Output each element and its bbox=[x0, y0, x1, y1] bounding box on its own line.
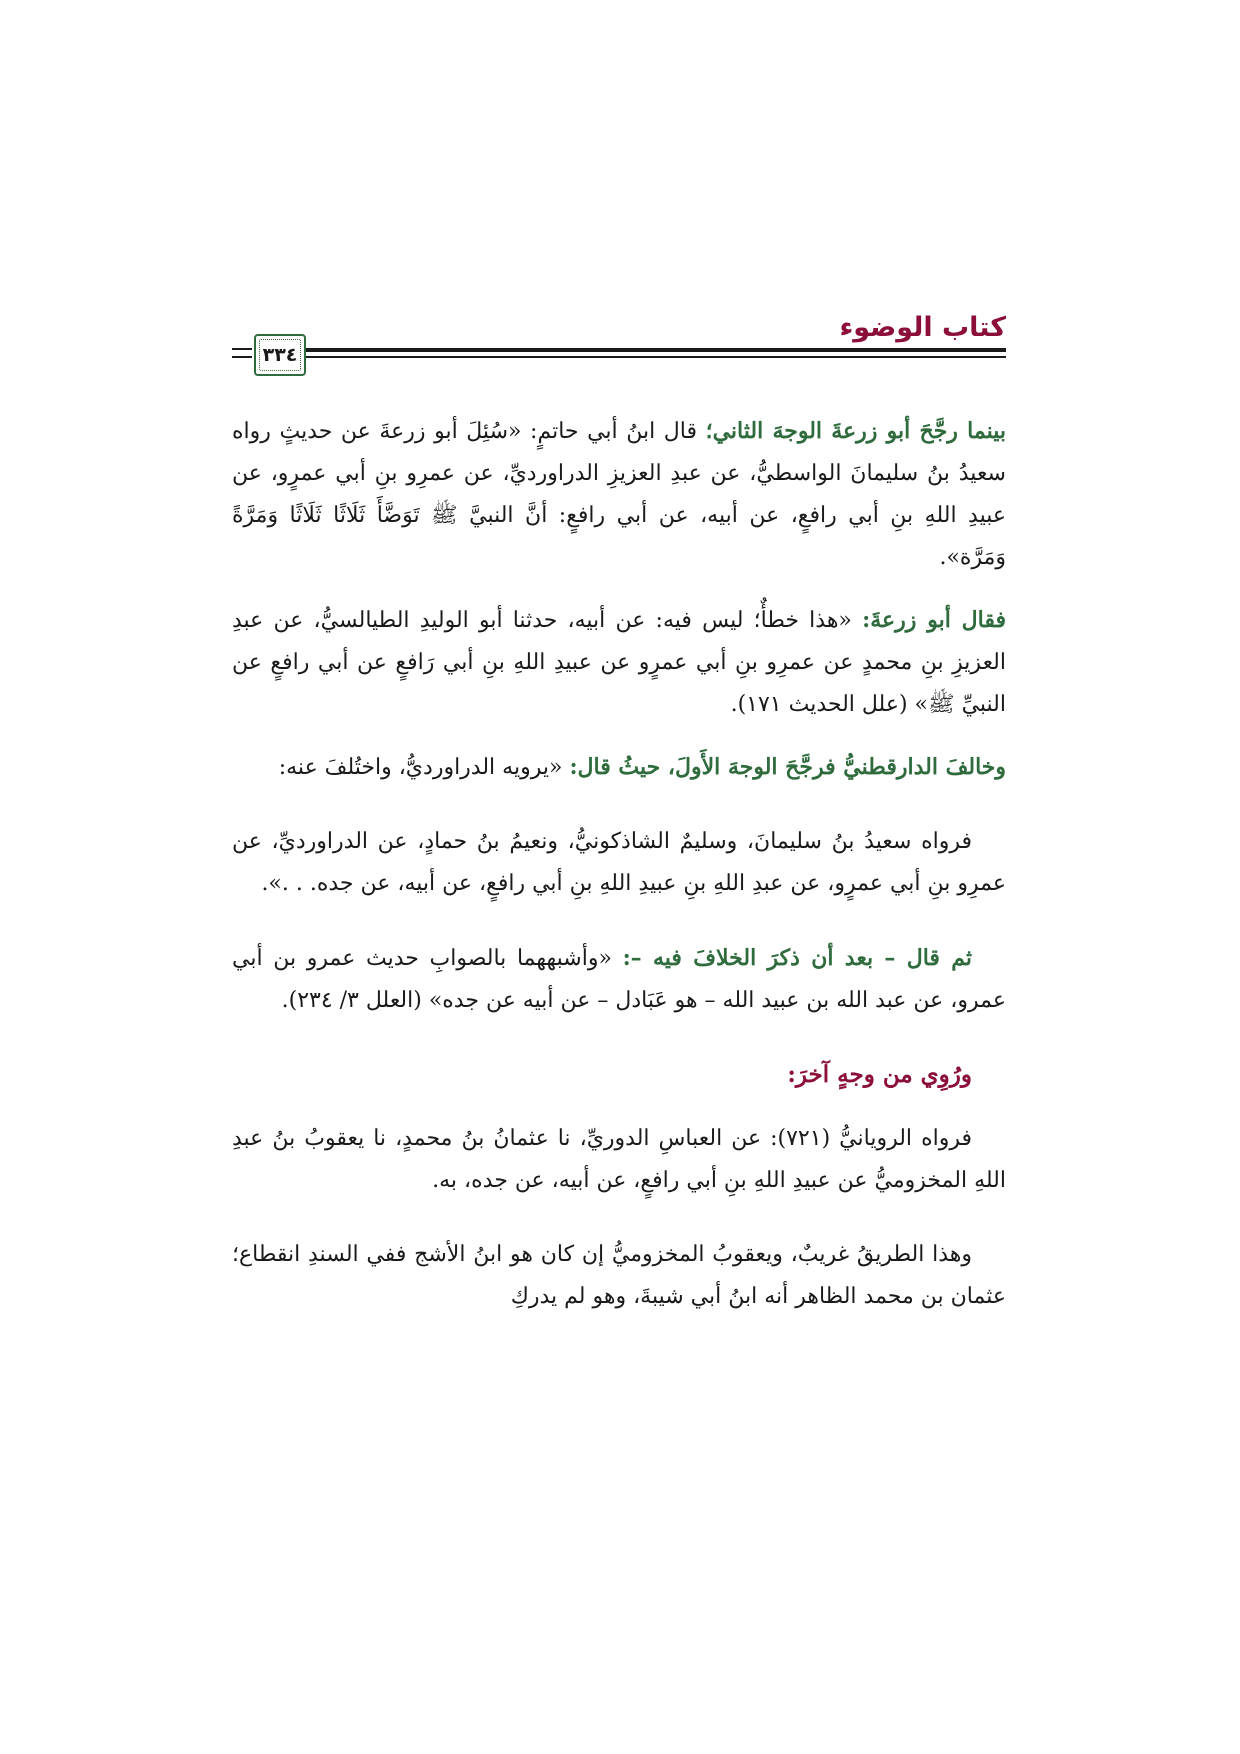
paragraph-7 bbox=[232, 1234, 1006, 1318]
paragraph-1 bbox=[232, 410, 1006, 579]
page-header bbox=[232, 312, 1006, 384]
paragraph-3-lead: وخالفَ الدارقطنيُّ فرجَّحَ الوجهَ الأَولَ، حيثُ قال: bbox=[569, 754, 1006, 780]
paragraph-2 bbox=[232, 599, 1006, 726]
paragraph-5-lead: ثم قال – بعد أن ذكرَ الخلافَ فيه –: bbox=[622, 945, 972, 971]
paragraph-1-lead: بينما رجَّحَ أبو زرعةَ الوجهَ الثاني؛ bbox=[705, 418, 1006, 444]
header-rule-left-bottom bbox=[232, 356, 252, 358]
paragraph-1-text: قال ابنُ أبي حاتمٍ: «سُئِلَ أبو زرعةَ عن حديثٍ رواه سعيدُ بنُ سليمانَ الواسطيُّ، عن عبدِ العزيزِ الدراورديِّ، عن عمرِو بنِ أبي عمرٍو، عن عبيدِ اللهِ بنِ أبي رافعٍ، عن أبيه، عن أبي رافعٍ: أنَّ النبيَّ ﷺ تَوَضَّأَ ثَلَاثًا ثَلَاثًا وَمَرَّةً وَمَرَّة». bbox=[232, 419, 1006, 570]
paragraph-6-text: فرواه الرويانيُّ (٧٢١): عن العباسِ الدوريِّ، نا عثمانُ بنُ محمدٍ، نا يعقوبُ بنُ عبدِ اللهِ المخزوميُّ عن عبيدِ اللهِ بنِ أبي رافعٍ، عن أبيه، عن جده، به. bbox=[232, 1126, 1006, 1193]
header-rule-thick bbox=[306, 348, 1006, 352]
paragraph-2-lead: فقال أبو زرعةَ: bbox=[862, 607, 1006, 633]
paragraph-4-text: فرواه سعيدُ بنُ سليمانَ، وسليمٌ الشاذكونيُّ، ونعيمُ بنُ حمادٍ، عن الدراورديِّ، عن عمرِو بنِ أبي عمرٍو، عن عبدِ اللهِ بنِ عبيدِ اللهِ بنِ أبي رافعٍ، عن أبيه، عن جده. . .». bbox=[232, 829, 1006, 896]
paragraph-3 bbox=[232, 746, 1006, 789]
book-title: كتاب الوضوء bbox=[839, 312, 1006, 343]
section-heading: ورُوِي من وجهٍ آخرَ: bbox=[787, 1061, 972, 1088]
header-rule-thin bbox=[306, 356, 1006, 358]
paragraph-5-text: «وأشبههما بالصوابِ حديث عمرو بن أبي عمرو، عن عبد الله بن عبيد الله – هو عَبَادل – عن أبيه عن جده» (العلل ٣/ ٢٣٤). bbox=[232, 946, 1006, 1013]
paragraph-3-text: «يرويه الدراورديُّ، واختُلفَ عنه: bbox=[278, 755, 570, 780]
paragraph-4 bbox=[232, 821, 1006, 905]
page-number-frame bbox=[254, 334, 306, 376]
paragraph-6 bbox=[232, 1118, 1006, 1202]
page-number: ٣٣٤ bbox=[262, 344, 298, 366]
header-rule-left-top bbox=[232, 348, 252, 350]
paragraph-5 bbox=[232, 937, 1006, 1022]
paragraph-7-text: وهذا الطريقُ غريبٌ، ويعقوبُ المخزوميُّ إن كان هو ابنُ الأشج ففي السندِ انقطاع؛ عثمان بن محمد الظاهر أنه ابنُ أبي شيبةَ، وهو لم يدركِ bbox=[232, 1242, 1006, 1309]
paragraph-2-text: «هذا خطأٌ؛ ليس فيه: عن أبيه، حدثنا أبو الوليدِ الطيالسيُّ، عن عبدِ العزيزِ بنِ محمدٍ عن عمرِو بنِ أبي عمرٍو عن عبيدِ اللهِ بنِ أبي رَافعٍ عن أبي رافعٍ عن النبيِّ ﷺ» (علل الحديث ١٧١). bbox=[232, 608, 1006, 717]
page-body bbox=[232, 410, 1006, 1338]
